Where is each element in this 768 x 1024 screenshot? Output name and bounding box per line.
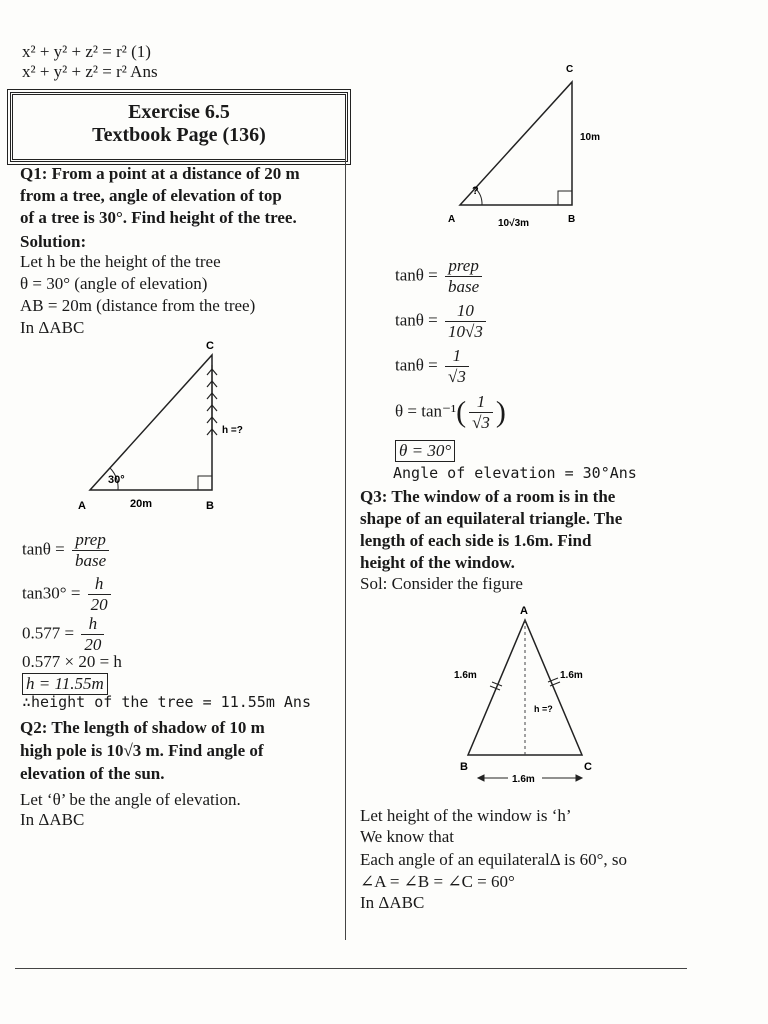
q2-simp-num: 1 <box>445 346 469 367</box>
q2-tan-fraction <box>445 256 482 297</box>
q1-result: h = 11.55m <box>22 673 108 695</box>
q3-vertex-a: A <box>520 605 528 617</box>
q2-inv-lhs: θ = tan⁻¹ <box>395 401 457 421</box>
q3-base-label: 1.6m <box>512 774 535 785</box>
q1-line-3: AB = 20m (distance from the tree) <box>20 296 256 315</box>
q1-triangle <box>90 355 212 490</box>
q2-answer: Angle of elevation = 30°Ans <box>393 464 637 482</box>
q2-base-label: 10√3m <box>498 218 530 229</box>
q1-tan-fraction <box>72 530 109 571</box>
q3-line-4: ∠A = ∠B = ∠C = 60° <box>360 872 515 891</box>
q3-line-3: Each angle of an equilateralΔ is 60°, so <box>360 850 627 869</box>
q3-triangle-figure <box>450 600 610 790</box>
q1-triangle-figure <box>60 335 300 515</box>
q1-tan30-lhs: tan30° = <box>22 583 81 603</box>
q2-substitution <box>395 301 489 342</box>
q2-vertex-c: C <box>566 64 574 75</box>
q1-line-1: Let h be the height of the tree <box>20 252 221 271</box>
q2-question-line-1: Q2: The length of shadow of 10 m <box>20 718 265 737</box>
q2-triangle-figure <box>430 60 630 230</box>
q3-question-line-1: Q3: The window of a room is in the <box>360 487 616 506</box>
q1-right-angle-mark <box>198 476 212 490</box>
q1-question-line-3: of a tree is 30°. Find height of the tree. <box>20 208 297 227</box>
q1-tan-num: prep <box>72 530 109 551</box>
footer-rule <box>15 968 687 969</box>
textbook-page: Textbook Page (136) <box>92 124 266 146</box>
q2-simp-den: √3 <box>448 367 466 386</box>
column-divider <box>345 150 346 940</box>
q2-tan-num: prep <box>445 256 482 277</box>
q3-vertex-b: B <box>460 761 468 773</box>
q3-line-5: In ΔABC <box>360 893 425 912</box>
q3-left-label: 1.6m <box>454 670 477 681</box>
q1-height-arrows <box>207 365 217 435</box>
q3-line-2: We know that <box>360 827 454 846</box>
q2-simplified <box>395 346 472 387</box>
q2-line-2: In ΔABC <box>20 810 85 829</box>
q1-val-num: h <box>81 614 104 635</box>
q2-sub-den: 10√3 <box>448 322 483 341</box>
q1-vertex-b: B <box>206 500 214 512</box>
q1-angle-label: 30° <box>108 474 125 486</box>
q1-question-line-2: from a tree, angle of elevation of top <box>20 186 282 205</box>
q1-solution-label: Solution: <box>20 232 87 251</box>
q1-tan30-fraction <box>88 574 111 615</box>
q1-vertex-a: A <box>78 500 86 512</box>
q3-question-line-2: shape of an equilateral triangle. The <box>360 509 623 528</box>
q2-angle-label: ? <box>472 185 479 197</box>
q3-sol: Sol: Consider the figure <box>360 574 523 593</box>
q2-tan-lhs: tanθ = <box>395 265 438 285</box>
q2-inverse: θ = tan⁻¹( $\frac{1}{√3}$ ) <box>395 392 506 432</box>
q1-tan-formula <box>22 530 112 571</box>
q2-simp-lhs: tanθ = <box>395 355 438 375</box>
q1-multiplication: 0.577 × 20 = h <box>22 652 122 671</box>
q3-line-1: Let height of the window is ‘h’ <box>360 806 572 825</box>
q2-question-line-3: elevation of the sun. <box>20 764 165 783</box>
q1-question-line-1: Q1: From a point at a distance of 20 m <box>20 164 300 183</box>
q1-val-lhs: 0.577 = <box>22 623 75 643</box>
q1-base-label: 20m <box>130 498 153 510</box>
q2-vertex-b: B <box>568 214 576 225</box>
q2-inv-fraction <box>469 392 493 433</box>
q2-sub-num: 10 <box>445 301 486 322</box>
q2-inv-den: √3 <box>472 413 490 432</box>
q1-line-4: In ΔABC <box>20 318 85 337</box>
q1-val-fraction <box>81 614 104 655</box>
q2-tan-formula <box>395 256 485 297</box>
q2-sub-fraction <box>445 301 486 342</box>
q3-question-line-4: height of the window. <box>360 553 515 572</box>
exercise-title: Exercise 6.5 <box>128 101 230 123</box>
q1-tan30-formula <box>22 574 114 615</box>
q3-question-line-3: length of each side is 1.6m. Find <box>360 531 592 550</box>
q2-vertex-a: A <box>448 214 456 225</box>
q2-simp-fraction <box>445 346 469 387</box>
exercise-title-box <box>10 92 348 162</box>
q1-line-2: θ = 30° (angle of elevation) <box>20 274 208 293</box>
q1-tan30-num: h <box>88 574 111 595</box>
header-equation-2: x² + y² + z² = r² Ans <box>22 62 158 81</box>
q1-answer: ∴height of the tree = 11.55m Ans <box>22 693 311 711</box>
q3-vertex-c: C <box>584 761 592 773</box>
q1-value-formula <box>22 614 107 655</box>
header-equation-1: x² + y² + z² = r² (1) <box>22 42 151 61</box>
q2-tan-den: base <box>448 277 480 296</box>
q2-question-line-2: high pole is 10√3 m. Find angle of <box>20 741 264 760</box>
q3-height-label: h =? <box>534 704 553 714</box>
q2-right-angle-mark <box>558 191 572 205</box>
q1-height-label: h =? <box>222 425 243 436</box>
q2-height-label: 10m <box>580 132 601 143</box>
q2-inv-num: 1 <box>469 392 493 413</box>
q1-tan-lhs: tanθ = <box>22 539 65 559</box>
q2-line-1: Let ‘θ’ be the angle of elevation. <box>20 790 241 809</box>
q1-vertex-c: C <box>206 340 214 352</box>
q2-sub-lhs: tanθ = <box>395 310 438 330</box>
q3-right-label: 1.6m <box>560 670 583 681</box>
q1-tan-den: base <box>75 551 107 570</box>
q1-val-den: 20 <box>84 635 102 654</box>
q1-tan30-den: 20 <box>90 595 108 614</box>
q2-result: θ = 30° <box>395 440 455 462</box>
